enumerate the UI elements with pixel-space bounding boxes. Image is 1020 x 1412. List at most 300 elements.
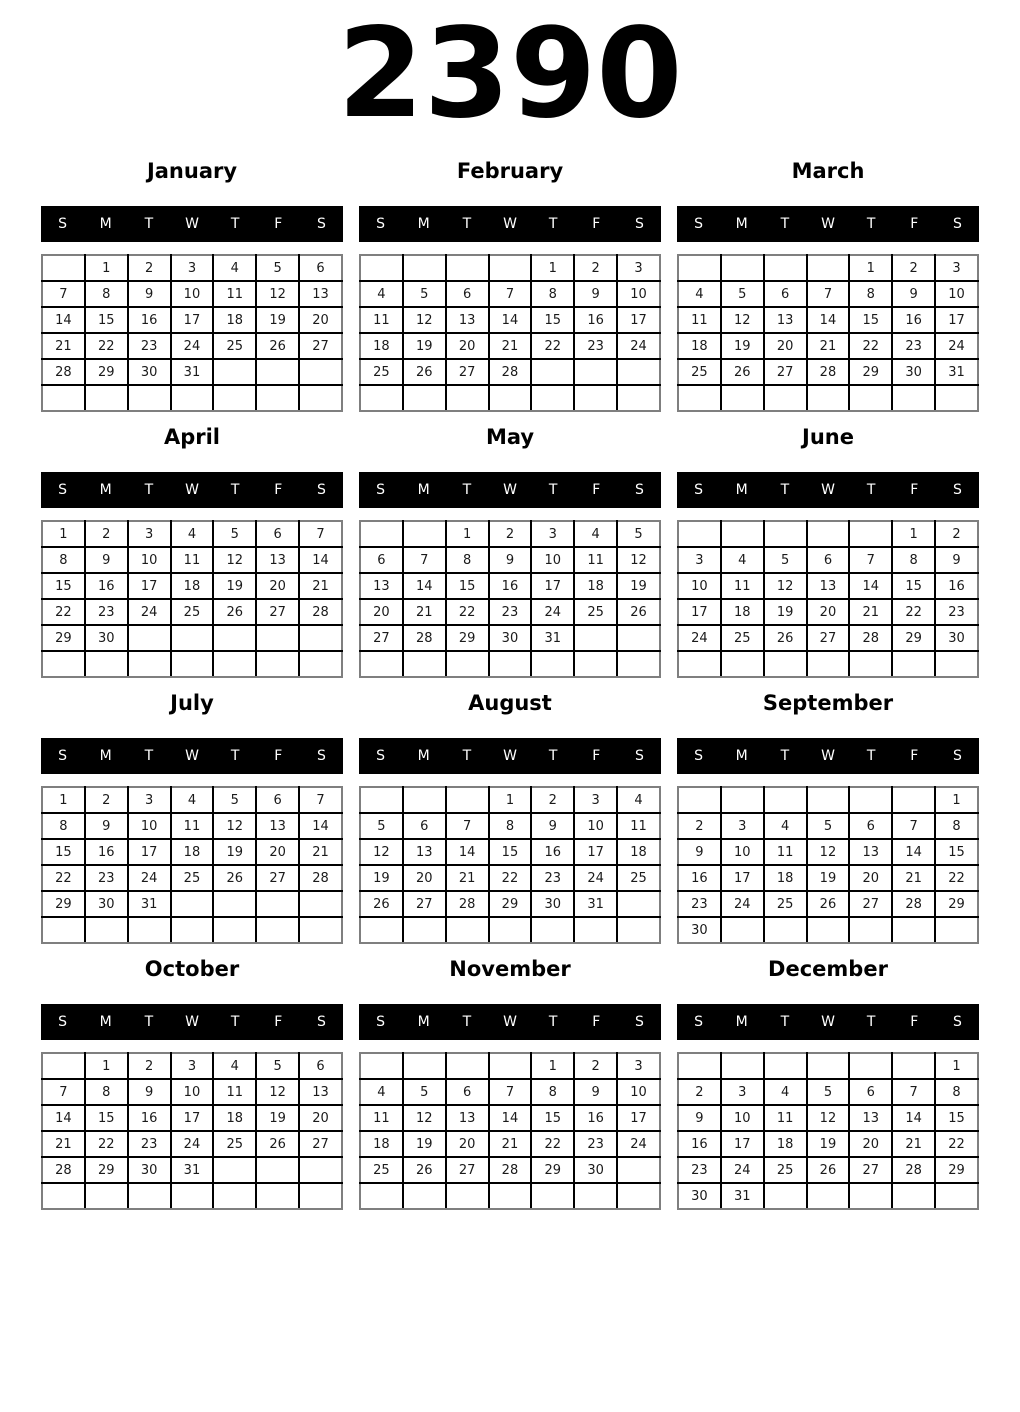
day-cell: 15: [892, 573, 935, 599]
day-cell-empty: [678, 255, 721, 281]
month-january: [41, 158, 343, 412]
day-cell-empty: [574, 359, 617, 385]
day-cell: 6: [849, 813, 892, 839]
day-cell-empty: [299, 917, 342, 943]
day-cell: 15: [935, 1105, 978, 1131]
day-cell: 15: [531, 307, 574, 333]
day-cell: 25: [764, 891, 807, 917]
day-header-thu: T: [548, 748, 558, 764]
day-cell: 19: [721, 333, 764, 359]
day-header-thu: T: [230, 216, 240, 232]
day-cell-empty: [213, 1157, 256, 1183]
day-header-tue: T: [462, 1014, 472, 1030]
month-march: [677, 158, 979, 412]
day-cell: 23: [489, 599, 532, 625]
day-cell: 7: [299, 787, 342, 813]
day-cell: 4: [574, 521, 617, 547]
day-header-thu: T: [548, 482, 558, 498]
day-cell: 11: [678, 307, 721, 333]
day-cell: 20: [807, 599, 850, 625]
day-header-mon: M: [99, 1014, 112, 1030]
day-header-thu: T: [230, 482, 240, 498]
day-cell-empty: [299, 359, 342, 385]
day-cell: 9: [85, 813, 128, 839]
day-cell: 12: [721, 307, 764, 333]
day-cell: 15: [446, 573, 489, 599]
day-cell: 10: [935, 281, 978, 307]
day-cell: 27: [849, 1157, 892, 1183]
day-cell: 6: [446, 281, 489, 307]
day-cell: 2: [678, 813, 721, 839]
day-cell: 6: [256, 787, 299, 813]
day-cell-empty: [446, 651, 489, 677]
day-header-thu: T: [866, 1014, 876, 1030]
day-cell: 10: [617, 281, 660, 307]
day-cell-empty: [574, 917, 617, 943]
week-row: [42, 1079, 342, 1105]
day-cell-empty: [807, 1053, 850, 1079]
day-cell: 14: [42, 1105, 85, 1131]
day-cell: 10: [574, 813, 617, 839]
week-row: [360, 787, 660, 813]
week-row: [678, 333, 978, 359]
day-header-sat: S: [952, 748, 962, 764]
day-cell: 28: [446, 891, 489, 917]
day-cell: 22: [42, 599, 85, 625]
day-cell: 20: [403, 865, 446, 891]
day-header-wed: W: [821, 482, 835, 498]
day-cell: 18: [678, 333, 721, 359]
day-cell: 8: [892, 547, 935, 573]
day-cell: 12: [213, 547, 256, 573]
day-cell-empty: [42, 255, 85, 281]
day-cell: 28: [892, 891, 935, 917]
day-cell: 7: [42, 1079, 85, 1105]
day-cell: 1: [935, 787, 978, 813]
day-cell: 8: [446, 547, 489, 573]
day-cell: 7: [489, 281, 532, 307]
week-row: [678, 281, 978, 307]
day-cell: 21: [42, 333, 85, 359]
day-header-wed: W: [503, 482, 517, 498]
day-cell: 12: [403, 307, 446, 333]
day-cell: 13: [299, 281, 342, 307]
day-cell: 13: [446, 307, 489, 333]
day-header-fri: F: [910, 1014, 919, 1030]
day-cell: 5: [213, 521, 256, 547]
day-cell-empty: [213, 359, 256, 385]
day-header-sat: S: [952, 216, 962, 232]
day-cell-empty: [213, 651, 256, 677]
day-cell: 22: [892, 599, 935, 625]
day-header-tue: T: [780, 216, 790, 232]
month-november: [359, 956, 661, 1210]
day-cell: 9: [892, 281, 935, 307]
day-cell-empty: [42, 1053, 85, 1079]
day-cell: 31: [531, 625, 574, 651]
week-row: [360, 651, 660, 677]
day-cell-empty: [935, 917, 978, 943]
day-cell: 2: [128, 1053, 171, 1079]
day-cell: 26: [360, 891, 403, 917]
day-cell-empty: [807, 255, 850, 281]
day-cell: 4: [764, 813, 807, 839]
day-cell: 29: [446, 625, 489, 651]
day-cell: 19: [764, 599, 807, 625]
day-cell: 12: [213, 813, 256, 839]
day-cell-empty: [171, 385, 214, 411]
day-cell: 20: [849, 865, 892, 891]
day-cell: 2: [128, 255, 171, 281]
day-cell: 12: [807, 1105, 850, 1131]
day-cell: 27: [446, 359, 489, 385]
day-of-week-bar: [41, 1004, 343, 1040]
day-cell: 13: [256, 813, 299, 839]
day-cell: 22: [935, 865, 978, 891]
day-cell: 6: [403, 813, 446, 839]
day-cell: 9: [531, 813, 574, 839]
day-cell: 30: [892, 359, 935, 385]
day-cell-empty: [403, 1053, 446, 1079]
day-cell: 18: [360, 1131, 403, 1157]
day-cell: 7: [892, 1079, 935, 1105]
day-cell: 17: [617, 1105, 660, 1131]
day-cell: 13: [256, 547, 299, 573]
day-of-week-bar: [359, 206, 661, 242]
day-cell: 13: [849, 839, 892, 865]
calendar-table: [677, 786, 979, 944]
day-header-mon: M: [99, 482, 112, 498]
day-cell: 24: [171, 1131, 214, 1157]
day-cell: 11: [574, 547, 617, 573]
day-cell: 25: [171, 599, 214, 625]
day-cell: 3: [171, 255, 214, 281]
day-cell: 9: [574, 1079, 617, 1105]
day-cell: 28: [489, 1157, 532, 1183]
day-cell: 14: [849, 573, 892, 599]
month-name: February: [456, 159, 564, 183]
day-cell: 7: [299, 521, 342, 547]
week-row: [42, 1131, 342, 1157]
day-cell: 1: [85, 255, 128, 281]
day-cell: 8: [531, 281, 574, 307]
day-cell: 15: [85, 1105, 128, 1131]
day-header-sun: S: [694, 748, 704, 764]
day-cell: 26: [807, 1157, 850, 1183]
day-header-fri: F: [910, 748, 919, 764]
day-cell: 8: [42, 547, 85, 573]
day-cell-empty: [678, 385, 721, 411]
day-cell: 4: [213, 1053, 256, 1079]
day-cell: 22: [85, 1131, 128, 1157]
day-cell-empty: [892, 1053, 935, 1079]
day-cell-empty: [171, 891, 214, 917]
week-row: [42, 1053, 342, 1079]
calendar-table: [41, 254, 343, 412]
day-cell-empty: [807, 917, 850, 943]
day-header-tue: T: [780, 482, 790, 498]
day-cell: 8: [489, 813, 532, 839]
day-cell: 17: [574, 839, 617, 865]
day-header-mon: M: [735, 748, 748, 764]
day-header-wed: W: [185, 1014, 199, 1030]
day-cell: 30: [85, 891, 128, 917]
day-cell: 3: [721, 1079, 764, 1105]
day-cell: 21: [403, 599, 446, 625]
day-cell: 7: [849, 547, 892, 573]
week-row: [678, 917, 978, 943]
day-cell-empty: [849, 1053, 892, 1079]
day-cell: 19: [256, 307, 299, 333]
week-row: [360, 359, 660, 385]
day-cell: 2: [678, 1079, 721, 1105]
week-row: [360, 1105, 660, 1131]
day-cell: 22: [489, 865, 532, 891]
month-name: June: [802, 425, 854, 449]
day-header-tue: T: [144, 482, 154, 498]
calendar-table: [677, 254, 979, 412]
day-cell: 29: [85, 359, 128, 385]
week-row: [360, 1183, 660, 1209]
day-cell-empty: [531, 1183, 574, 1209]
calendar-table: [41, 520, 343, 678]
calendar-table: [677, 1052, 979, 1210]
day-cell: 16: [128, 307, 171, 333]
day-cell: 17: [128, 839, 171, 865]
day-cell-empty: [42, 1183, 85, 1209]
day-cell: 31: [721, 1183, 764, 1209]
week-row: [360, 573, 660, 599]
day-cell-empty: [721, 917, 764, 943]
day-cell: 16: [85, 839, 128, 865]
day-cell: 3: [617, 255, 660, 281]
day-cell-empty: [531, 651, 574, 677]
day-cell: 24: [617, 333, 660, 359]
day-cell: 11: [617, 813, 660, 839]
week-row: [678, 385, 978, 411]
week-row: [42, 1105, 342, 1131]
month-may: [359, 424, 661, 678]
day-cell: 4: [617, 787, 660, 813]
week-row: [42, 1157, 342, 1183]
day-of-week-bar: [677, 738, 979, 774]
day-cell: 10: [678, 573, 721, 599]
day-cell-empty: [678, 1053, 721, 1079]
week-row: [360, 333, 660, 359]
day-cell: 26: [256, 1131, 299, 1157]
day-cell: 31: [935, 359, 978, 385]
day-cell: 3: [128, 521, 171, 547]
week-row: [678, 1183, 978, 1209]
week-row: [360, 547, 660, 573]
day-cell: 27: [299, 333, 342, 359]
week-row: [360, 813, 660, 839]
week-row: [42, 573, 342, 599]
week-row: [678, 1079, 978, 1105]
day-cell: 30: [85, 625, 128, 651]
day-cell: 15: [531, 1105, 574, 1131]
day-cell-empty: [256, 891, 299, 917]
day-header-sun: S: [694, 482, 704, 498]
day-cell: 8: [85, 281, 128, 307]
day-cell-empty: [849, 385, 892, 411]
day-cell: 17: [935, 307, 978, 333]
day-cell: 8: [849, 281, 892, 307]
day-cell: 23: [678, 891, 721, 917]
day-cell: 30: [489, 625, 532, 651]
week-row: [360, 839, 660, 865]
day-cell-empty: [85, 651, 128, 677]
day-header-fri: F: [592, 482, 601, 498]
day-cell-empty: [617, 1183, 660, 1209]
day-cell: 8: [85, 1079, 128, 1105]
day-cell-empty: [489, 1053, 532, 1079]
day-cell: 18: [617, 839, 660, 865]
day-cell: 26: [764, 625, 807, 651]
day-header-tue: T: [144, 748, 154, 764]
day-cell: 3: [617, 1053, 660, 1079]
month-december: [677, 956, 979, 1210]
day-cell: 22: [531, 333, 574, 359]
day-header-fri: F: [910, 216, 919, 232]
week-row: [678, 573, 978, 599]
day-cell: 24: [531, 599, 574, 625]
day-cell: 22: [85, 333, 128, 359]
month-name: November: [449, 957, 571, 981]
day-cell: 27: [299, 1131, 342, 1157]
day-cell: 21: [849, 599, 892, 625]
day-cell-empty: [764, 521, 807, 547]
week-row: [42, 255, 342, 281]
day-cell: 6: [849, 1079, 892, 1105]
day-cell-empty: [678, 521, 721, 547]
day-cell: 18: [171, 573, 214, 599]
day-header-tue: T: [144, 1014, 154, 1030]
day-cell: 1: [42, 787, 85, 813]
day-of-week-bar: [41, 472, 343, 508]
day-cell: 12: [403, 1105, 446, 1131]
day-of-week-bar: [677, 206, 979, 242]
day-cell: 25: [213, 333, 256, 359]
day-cell: 24: [678, 625, 721, 651]
week-row: [42, 281, 342, 307]
day-cell: 16: [128, 1105, 171, 1131]
day-cell-empty: [764, 787, 807, 813]
day-cell: 14: [403, 573, 446, 599]
day-cell: 17: [721, 865, 764, 891]
day-cell-empty: [403, 521, 446, 547]
day-cell-empty: [213, 1183, 256, 1209]
day-cell-empty: [489, 917, 532, 943]
day-cell-empty: [446, 1053, 489, 1079]
day-cell-empty: [360, 521, 403, 547]
day-cell: 22: [531, 1131, 574, 1157]
day-cell: 30: [935, 625, 978, 651]
day-cell-empty: [764, 255, 807, 281]
day-cell: 13: [849, 1105, 892, 1131]
week-row: [678, 359, 978, 385]
day-cell-empty: [213, 385, 256, 411]
day-cell: 6: [446, 1079, 489, 1105]
day-cell: 23: [935, 599, 978, 625]
day-cell: 26: [403, 359, 446, 385]
day-header-wed: W: [503, 216, 517, 232]
day-header-wed: W: [185, 482, 199, 498]
year-title: 2390: [337, 2, 683, 146]
day-cell: 25: [764, 1157, 807, 1183]
day-cell-empty: [42, 917, 85, 943]
day-header-mon: M: [735, 216, 748, 232]
day-cell: 17: [171, 1105, 214, 1131]
day-cell: 7: [489, 1079, 532, 1105]
day-cell: 20: [360, 599, 403, 625]
day-cell: 21: [299, 573, 342, 599]
day-cell: 21: [892, 865, 935, 891]
day-header-thu: T: [230, 1014, 240, 1030]
day-cell: 27: [807, 625, 850, 651]
day-header-sun: S: [376, 748, 386, 764]
day-header-mon: M: [417, 1014, 430, 1030]
day-cell: 30: [574, 1157, 617, 1183]
day-cell: 6: [764, 281, 807, 307]
day-header-mon: M: [417, 216, 430, 232]
day-header-fri: F: [592, 748, 601, 764]
day-cell: 3: [721, 813, 764, 839]
day-cell-empty: [128, 1183, 171, 1209]
week-row: [678, 255, 978, 281]
month-july: [41, 690, 343, 944]
day-cell: 26: [617, 599, 660, 625]
day-header-tue: T: [462, 748, 472, 764]
day-cell: 21: [892, 1131, 935, 1157]
day-cell: 16: [85, 573, 128, 599]
day-cell-empty: [360, 1053, 403, 1079]
day-cell: 10: [171, 281, 214, 307]
day-cell: 10: [171, 1079, 214, 1105]
day-cell: 22: [849, 333, 892, 359]
day-header-sun: S: [58, 748, 68, 764]
day-cell-empty: [299, 625, 342, 651]
day-cell: 1: [849, 255, 892, 281]
day-of-week-bar: [41, 206, 343, 242]
day-cell: 18: [764, 865, 807, 891]
day-cell: 20: [446, 333, 489, 359]
day-cell-empty: [446, 255, 489, 281]
month-name: August: [468, 691, 552, 715]
day-cell-empty: [721, 255, 764, 281]
day-cell: 18: [764, 1131, 807, 1157]
day-cell: 25: [360, 1157, 403, 1183]
day-header-sun: S: [376, 482, 386, 498]
day-cell: 5: [617, 521, 660, 547]
day-cell-empty: [935, 651, 978, 677]
day-header-sun: S: [694, 1014, 704, 1030]
day-header-sat: S: [316, 1014, 326, 1030]
day-cell: 15: [849, 307, 892, 333]
day-cell-empty: [128, 917, 171, 943]
day-cell-empty: [256, 385, 299, 411]
day-header-fri: F: [592, 216, 601, 232]
day-cell: 16: [678, 1131, 721, 1157]
day-cell: 27: [256, 599, 299, 625]
day-cell-empty: [764, 1053, 807, 1079]
day-cell: 27: [764, 359, 807, 385]
day-cell: 23: [531, 865, 574, 891]
day-cell: 24: [721, 1157, 764, 1183]
day-header-wed: W: [821, 216, 835, 232]
week-row: [360, 1157, 660, 1183]
day-cell: 10: [617, 1079, 660, 1105]
